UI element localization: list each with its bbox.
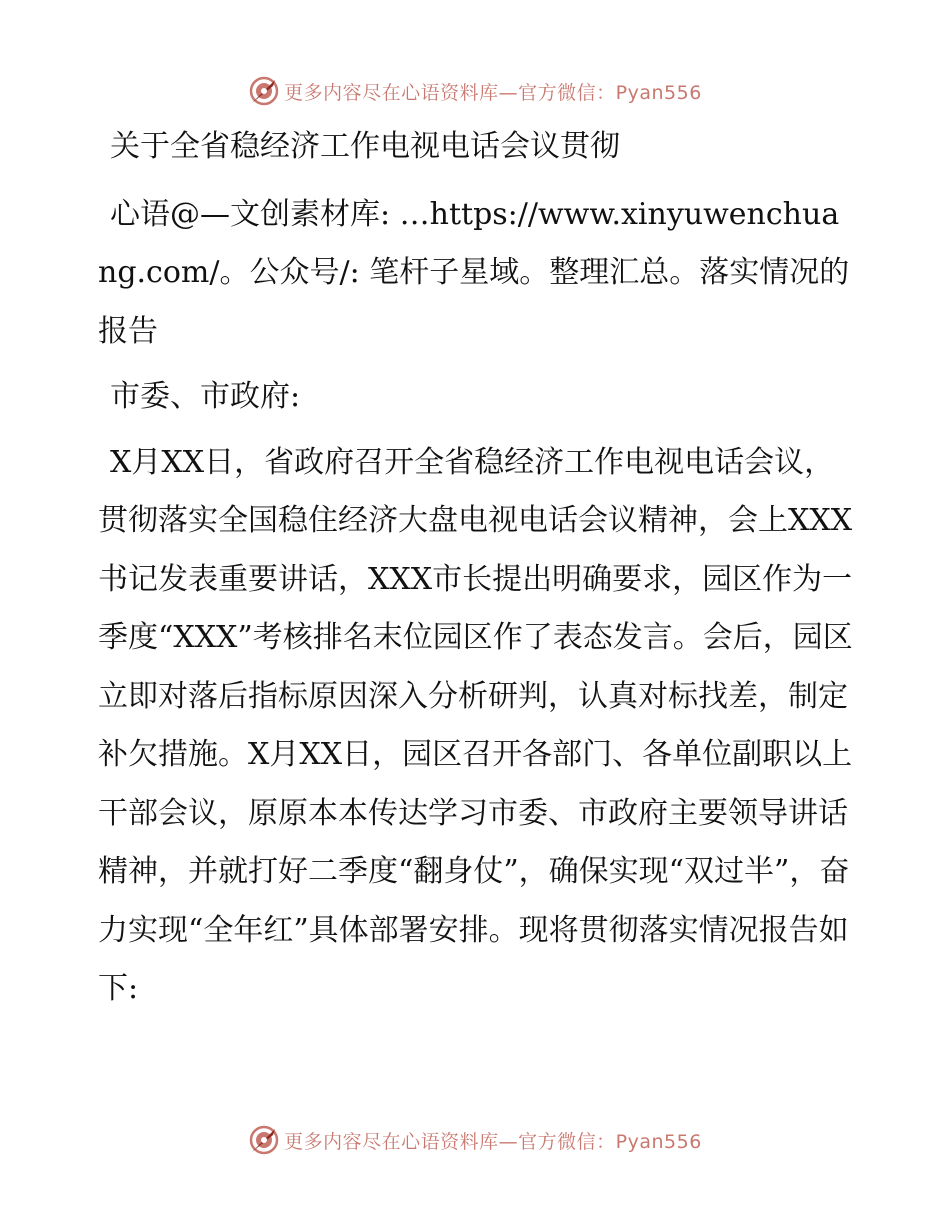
quill-seal-logo-icon xyxy=(248,1124,280,1156)
source-note: 心语@—文创素材库: …https://www.xinyuwenchuang.com/。公众号/: 笔杆子星域。整理汇总。落实情况的报告 xyxy=(98,196,850,349)
body-paragraph: X月XX日，省政府召开全省稳经济工作电视电话会议，贯彻落实全国稳住经济大盘电视电话会议精神，会上XXX书记发表重要讲话，XXX市长提出明确要求，园区作为一季度“XXX”考核排名末位园区作了表态发言。会后，园区立即对落后指标原因深入分析研判，认真对标找差，制定补欠措施。X月XX日，园区召开各部门、各单位副职以上干部会议，原原本本传达学习市委、市政府主要领导讲话精神，并就打好二季度“翻身仗”，确保实现“双过半”，奋力实现“全年红”具体部署安排。现将贯彻落实情况报告如下: xyxy=(98,444,853,1006)
header-watermark-banner xyxy=(0,71,950,111)
quill-seal-logo-icon xyxy=(248,75,280,107)
watermark-text: 更多内容尽在心语资料库—官方微信：Pyan556 xyxy=(284,1130,702,1153)
watermark-text: 更多内容尽在心语资料库—官方微信：Pyan556 xyxy=(284,81,702,104)
document-body xyxy=(98,118,858,1019)
footer-watermark-banner xyxy=(0,1120,950,1160)
salutation: 市委、市政府: xyxy=(110,379,301,414)
document-title: 关于全省稳经济工作电视电话会议贯彻 xyxy=(110,129,620,164)
